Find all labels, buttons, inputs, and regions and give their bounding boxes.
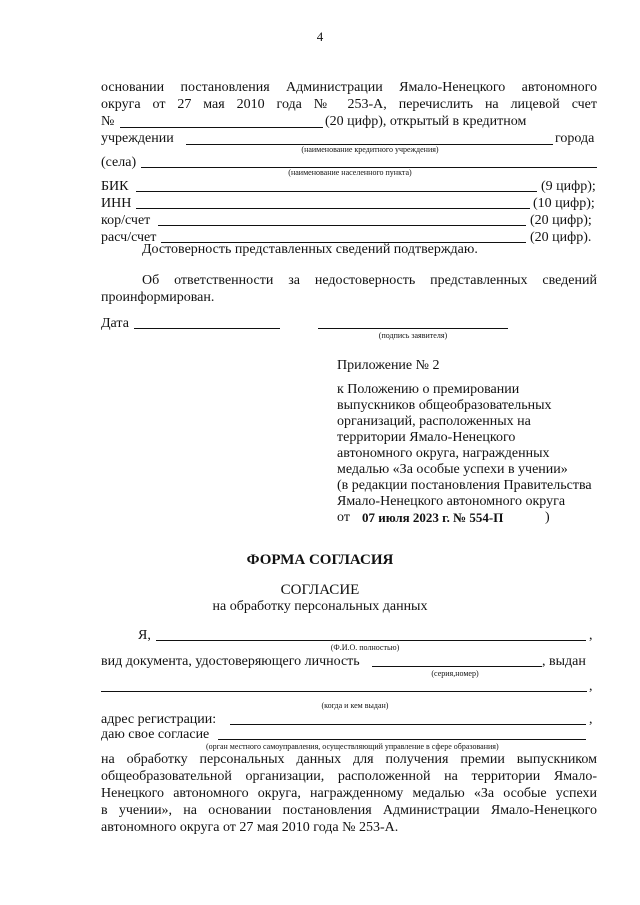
page-number: 4 [316,29,324,44]
fio-hint: (Ф.И.О. полностью) [330,643,400,652]
form-subtitle: на обработку персональных данных [212,599,428,614]
bik-line[interactable] [136,191,537,192]
city-label: города [555,131,595,146]
kor-label: кор/счет [101,213,151,228]
comma: , [589,712,593,727]
bik-label: БИК [101,179,129,194]
address-line[interactable] [230,724,586,725]
organ-hint: (орган местного самоуправления, осуществляющий управление в сфере образования) [206,742,499,751]
date-line[interactable] [134,328,280,329]
consent-text-line: Ненецкого автономного округа, награжденному медалью «За особые успехи [101,786,597,801]
account-number-label: № [101,114,115,129]
account-number-line[interactable] [120,127,323,128]
consent-text-line: общеобразовательной организации, расположенной на территории Ямало- [101,769,597,784]
inn-digits: (10 цифр); [533,196,595,211]
account-digits-note: (20 цифр), открытый в кредитном [325,114,527,129]
appendix-from: от [337,510,350,525]
appendix-title: Приложение № 2 [337,358,440,373]
comma: , [589,679,593,694]
appendix-line: Ямало-Ненецкого автономного округа [337,494,566,509]
consent-text-line: на обработку персональных данных для получения премии выпускником [101,752,597,767]
consent-label: даю свое согласие [101,727,210,742]
signature-hint: (подпись заявителя) [378,331,448,340]
bik-digits: (9 цифр); [541,179,596,194]
text-line: основании постановления Администрации Ямало-Ненецкого автономного [101,80,597,95]
issued-label: , выдан [542,654,586,669]
consent-text-line: в учении», на основании постановления Администрации Ямало-Ненецкого [101,803,597,818]
consent-text-line: автономного округа от 27 мая 2010 года № 253-А. [101,820,399,835]
ras-label: расч/счет [101,230,157,245]
form-title: СОГЛАСИЕ [280,582,360,598]
appendix-date-number: 07 июля 2023 г. № 554-П [362,510,504,525]
doc-label: вид документа, удостоверяющего личность [101,654,360,669]
village-label: (села) [101,155,137,170]
appendix-line: автономного округа, награжденных [337,446,550,461]
appendix-line: выпускников общеобразовательных [337,398,552,413]
responsibility-text-end: проинформирован. [101,290,215,305]
appendix-line: территории Ямало-Ненецкого [337,430,516,445]
bank-name-hint: (наименование кредитного учреждения) [301,145,439,154]
issued-by-line[interactable] [101,691,587,692]
comma: , [589,628,593,643]
i-label: Я, [138,628,151,643]
institution-label: учреждении [101,131,174,146]
date-label: Дата [101,316,129,331]
signature-line[interactable] [318,328,508,329]
address-label: адрес регистрации: [101,712,217,727]
confirm-text: Достоверность представленных сведений подтверждаю. [142,242,478,257]
kor-digits: (20 цифр); [530,213,592,228]
doc-number-line[interactable] [372,666,542,667]
ras-digits: (20 цифр). [530,230,592,245]
settlement-hint: (наименование населенного пункта) [288,168,412,177]
organ-line[interactable] [218,739,586,740]
appendix-close: ) [545,510,550,525]
inn-line[interactable] [136,208,530,209]
appendix-line: к Положению о премировании [337,382,520,397]
appendix-line: (в редакции постановления Правительства [337,478,592,493]
text-line: округа от 27 мая 2010 года № 253-А, перечислить на лицевой счет [101,97,597,112]
series-hint: (серия,номер) [431,669,479,678]
responsibility-text: Об ответственности за недостоверность представленных сведений [142,273,597,288]
inn-label: ИНН [101,196,132,211]
appendix-line: медалью «За особые успехи в учении» [337,462,568,477]
fio-line[interactable] [156,640,586,641]
kor-line[interactable] [158,225,526,226]
form-heading: ФОРМА СОГЛАСИЯ [246,552,394,568]
when-hint: (когда и кем выдан) [321,701,389,710]
appendix-line: организаций, расположенных на [337,414,531,429]
